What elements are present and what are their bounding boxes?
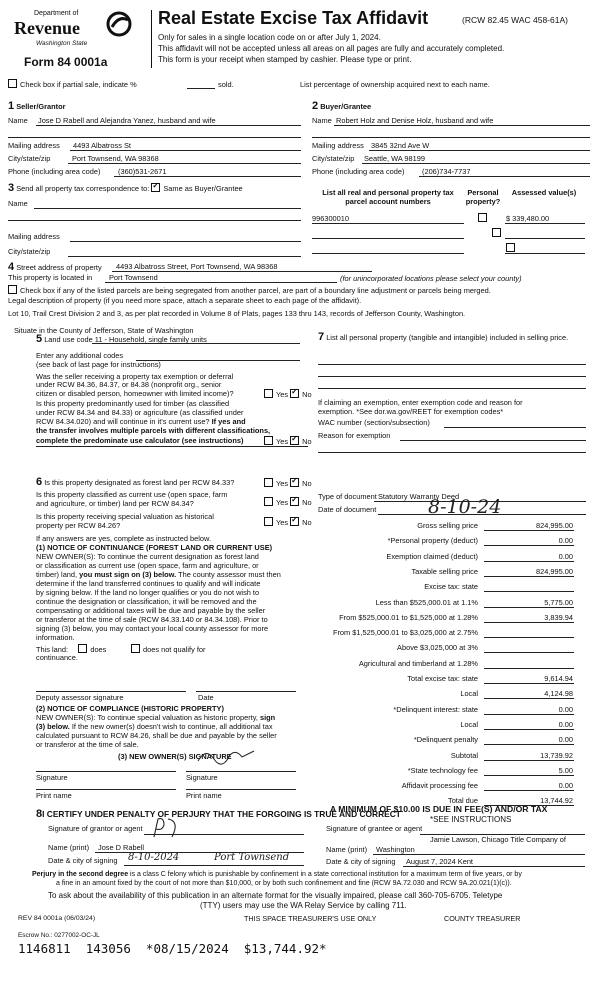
list-pct-note: List percentage of ownership acquired next to each name. <box>300 80 490 89</box>
s5-q2f: complete the predominate use calculator (see instructions) <box>36 436 244 445</box>
section-4-heading: 4 Street address of property <box>8 261 102 273</box>
grantor-sig-line <box>144 834 304 835</box>
calc-row-line <box>484 530 574 531</box>
notice1-3: timber) land, you must sign on (3) below. The county assessor must then <box>36 570 281 579</box>
grantee-date-label: Date & city of signing <box>326 857 396 866</box>
header-line1: Only for sales in a single location code on or after July 1, 2024. <box>158 33 381 42</box>
reason-label: Reason for exemption <box>318 431 391 440</box>
calc-row-label: *Delinquent penalty <box>413 735 478 744</box>
section-5-heading: 5 Land use code 11 - Household, single family units <box>36 333 207 345</box>
grantor-date-line <box>124 865 304 866</box>
owner-print-line-2 <box>186 789 296 790</box>
seller-mail[interactable]: 4493 Albatross St <box>73 141 131 150</box>
reason-line-2 <box>318 452 586 453</box>
partial-sale-row <box>8 79 137 89</box>
doc-type-label: Type of document <box>318 492 377 501</box>
notice1-8: or transferor at the time of sale (RCW 84.33.140 or 84.34.108). Prior to <box>36 615 268 624</box>
calc-row-line <box>484 607 574 608</box>
new-owner-signature-scribble <box>196 745 256 767</box>
exempt-1: If claiming an exemption, enter exemption code and reason for <box>318 398 523 407</box>
s5-q1c: citizen or disabled person, homeowner with limited income)? <box>36 389 234 398</box>
seller-mail-line <box>70 150 301 151</box>
segregated-row: Check box if any of the listed parcels are being segregated from another parcel, are part of a boundary line adjustment or parcels being merged. <box>8 285 491 295</box>
buyer-city[interactable]: Seattle, WA 98199 <box>364 154 425 163</box>
calc-row-value[interactable]: 0.00 <box>558 705 573 714</box>
grantee-name-1: Jamie Lawson, Chicago Title Company of <box>430 835 566 844</box>
calc-row-value[interactable]: 824,995.00 <box>536 521 573 530</box>
dept-text: Department of <box>34 10 79 17</box>
notice2-4: or transferor at the time of sale. <box>36 740 139 749</box>
s5-q2e: the transfer involves multiple parcels with different classifications, <box>36 426 271 435</box>
s7-line-2 <box>318 376 586 377</box>
header-line2: This affidavit will not be accepted unless all areas on all pages are fully and accurately completed. <box>158 44 505 53</box>
notice1-9: signing (3) below, you may contact your local county assessor for more <box>36 624 269 633</box>
notice1-10: information. <box>36 633 75 642</box>
assessed-value[interactable]: $ 339,480.00 <box>506 214 550 223</box>
street-address[interactable]: 4493 Albatross Street, Port Townsend, WA 98368 <box>116 262 278 271</box>
s5-q2c: RCW 84.34.020) and will continue in it's current use? If yes and <box>36 417 246 426</box>
notice1-6: continue the designation or classification, it will be removed and the <box>36 597 257 606</box>
form-rcw: (RCW 82.45 WAC 458-61A) <box>462 15 568 25</box>
doc-date-line <box>378 514 586 515</box>
calc-row-line <box>484 622 574 623</box>
seller-city[interactable]: Port Townsend, WA 98368 <box>72 154 159 163</box>
calc-row-label: Taxable selling price <box>411 567 478 576</box>
calc-row-value[interactable]: 4,124.98 <box>544 689 573 698</box>
calc-row-value[interactable]: 0.00 <box>558 720 573 729</box>
calc-row-value[interactable]: 3,839.94 <box>544 613 573 622</box>
calc-row-label: Excise tax: state <box>424 582 478 591</box>
parcel-line-2 <box>312 238 464 239</box>
s5-q2-no-checkbox[interactable] <box>290 436 299 445</box>
additional-codes-note: (see back of last page for instructions) <box>36 360 161 369</box>
s6-q1-yes-checkbox[interactable] <box>264 478 273 487</box>
s6-q2-yes-checkbox[interactable] <box>264 497 273 506</box>
s5-q1b: under RCW 84.36, 84.37, or 84.38 (nonprofit org., senior <box>36 380 222 389</box>
owner-print-label-2: Print name <box>186 791 222 800</box>
located-line <box>105 282 337 283</box>
section-7-heading: 7 List all personal property (tangible and intangible) included in selling price. <box>318 331 569 343</box>
notice1-title: (1) NOTICE OF CONTINUANCE (FOREST LAND OR CURRENT USE) <box>36 543 273 552</box>
seller-name-label: Name <box>8 116 28 125</box>
calc-row-value[interactable]: 9,614.94 <box>544 674 573 683</box>
deputy-sig-line <box>36 691 186 692</box>
rev-number: REV 84 0001a (06/03/24) <box>18 915 96 922</box>
parcels-header-personal: Personal property? <box>465 188 501 206</box>
buyer-city-line <box>362 163 590 164</box>
calc-row-label: *State technology fee <box>407 766 478 775</box>
located-value[interactable]: Port Townsend <box>109 273 158 282</box>
owner-sig-line-2 <box>186 771 296 772</box>
notice1-4: determine if the land transferred continues to qualify and will indicate <box>36 579 261 588</box>
segregated-checkbox[interactable] <box>8 285 17 294</box>
alt-format-2: (TTY) users may use the WA Relay Service by calling 711. <box>200 901 407 910</box>
seller-phone-line <box>114 176 301 177</box>
calc-row-label: Affidavit processing fee <box>401 781 478 790</box>
buyer-name-label: Name <box>312 116 332 125</box>
buyer-phone-label: Phone (including area code) <box>312 167 405 176</box>
owner-print-label-1: Print name <box>36 791 72 800</box>
sec3-name-line <box>34 208 301 209</box>
legal-desc-1: Lot 10, Trail Crest Division 2 and 3, as per plat recorded in Volume 8 of Plats, pages 133 thru 143, records of Jefferson County, Washington. <box>8 309 466 318</box>
partial-pct-line <box>187 88 215 89</box>
sec3-name-line2 <box>8 220 301 221</box>
notice1-1: NEW OWNER(S): To continue the current designation as forest land <box>36 552 259 561</box>
calc-row-label: Local <box>460 720 478 729</box>
calc-row-label: *Delinquent interest: state <box>393 705 478 714</box>
additional-codes-label: Enter any additional codes <box>36 351 124 360</box>
escrow-no: Escrow No.: 0277002-OC-JL <box>18 932 100 939</box>
calc-row-line <box>484 591 574 592</box>
buyer-mail-line <box>369 150 590 151</box>
notice3-title: (3) NEW OWNER(S) SIGNATURE <box>118 752 232 761</box>
calc-row-label: Exemption claimed (deduct) <box>386 552 478 561</box>
s5-bottom-line <box>36 446 308 447</box>
s6-q2-answers: Yes ✓ No <box>264 497 312 507</box>
calc-row-label: From $1,525,000.01 to $3,025,000 at 2.75% <box>332 628 478 637</box>
calc-row-line <box>484 714 574 715</box>
grantor-date-label: Date & city of signing <box>48 856 118 865</box>
buyer-mail[interactable]: 3845 32nd Ave W <box>371 141 430 150</box>
doc-date-label: Date of document <box>318 505 377 514</box>
s6-q2-no-checkbox[interactable] <box>290 497 299 506</box>
s6-q3-no-checkbox[interactable] <box>290 517 299 526</box>
calc-row-line <box>484 790 574 791</box>
s6-q2a: Is this property classified as current use (open space, farm <box>36 490 228 499</box>
wac-line <box>444 427 586 428</box>
form-title: Real Estate Excise Tax Affidavit <box>158 8 429 28</box>
does-not-checkbox[interactable] <box>131 644 140 653</box>
notice1-2: or classification as current use (open space, farm and agriculture, or <box>36 561 259 570</box>
buyer-city-label: City/state/zip <box>312 154 355 163</box>
reason-line <box>400 440 586 441</box>
seller-mail-label: Mailing address <box>8 141 60 150</box>
calc-row-value[interactable]: 0.00 <box>558 552 573 561</box>
personal-property-checkbox-1[interactable] <box>478 213 487 222</box>
grantee-date-line <box>403 866 585 867</box>
seller-name[interactable]: Jose D Rabell and Alejandra Yanez, husband and wife <box>38 116 216 125</box>
calc-row-line <box>484 760 574 761</box>
land-use-line <box>92 343 300 344</box>
cashier-receipt: 1146811 143056 *08/15/2024 $13,744.92* <box>18 941 327 956</box>
parcel-account[interactable]: 996300010 <box>312 214 349 223</box>
buyer-mail-label: Mailing address <box>312 141 364 150</box>
parcel-line-3 <box>312 253 464 254</box>
seller-phone-label: Phone (including area code) <box>8 167 101 176</box>
deputy-sig-label: Deputy assessor signature <box>36 693 124 702</box>
parcels-header-account: List all real and personal property tax parcel account numbers <box>322 188 454 206</box>
parcel-line-1 <box>312 223 464 224</box>
revenue-text: Revenue <box>14 18 80 38</box>
see-instructions: *SEE INSTRUCTIONS <box>430 815 512 824</box>
does-checkbox[interactable] <box>78 644 87 653</box>
calc-row-line <box>484 561 574 562</box>
partial-sold: sold. <box>218 80 234 89</box>
calc-row-line <box>484 668 574 669</box>
s6-q1-no-checkbox[interactable] <box>290 478 299 487</box>
header-line3: This form is your receipt when stamped by cashier. Please type or print. <box>158 55 412 64</box>
notice2-title: (2) NOTICE OF COMPLIANCE (HISTORIC PROPERTY) <box>36 704 224 713</box>
seller-city-line <box>68 163 301 164</box>
buyer-name-line2 <box>312 137 590 138</box>
calc-row-value[interactable]: 5,775.00 <box>544 598 573 607</box>
calc-row-value[interactable]: 0.00 <box>558 735 573 744</box>
perjury-2: a fine in an amount fixed by the court of not more than $10,000, or by both such confinement and fine (RCW 9A.72.030 and RCW 9A.20.021(1)(c)). <box>56 880 512 887</box>
section-2-heading: 2 Buyer/Grantee <box>312 100 372 112</box>
calc-row-value[interactable]: 13,739.92 <box>540 751 573 760</box>
street-address-line <box>112 271 372 272</box>
calc-row-line <box>484 698 574 699</box>
calc-row-label: Total due <box>448 796 478 805</box>
s5-q2-answers: Yes ✓ No <box>264 436 312 446</box>
legal-label: Legal description of property (if you need more space, attach a separate sheet to each page of the affidavit). <box>8 296 362 305</box>
s6-q3-yes-checkbox[interactable] <box>264 517 273 526</box>
notice2-1: NEW OWNER(S): To continue special valuation as historic property, sign <box>36 713 276 722</box>
this-land-row: This land: does does not qualify for <box>36 645 206 654</box>
sec3-mail-label: Mailing address <box>8 232 60 241</box>
section-3-heading: 3 Send all property tax correspondence to: ✓ Same as Buyer/Grantee <box>8 182 243 194</box>
calc-row-line <box>484 576 574 577</box>
section-1-heading: 1 Seller/Grantor <box>8 100 66 112</box>
buyer-phone[interactable]: (206)734-7737 <box>422 167 471 176</box>
notice1-5: by signing below. If the land no longer qualifies or you do not wish to <box>36 588 260 597</box>
seller-phone[interactable]: (360)531-2671 <box>118 167 167 176</box>
seller-city-label: City/state/zip <box>8 154 51 163</box>
grantee-print-label: Name (print) <box>326 845 368 854</box>
dor-logo <box>14 8 132 60</box>
s6-q2b: and agriculture, or timber) land per RCW 84.34? <box>36 499 194 508</box>
calc-row-value[interactable]: 0.00 <box>558 781 573 790</box>
s5-q1a: Was the seller receiving a property tax exemption or deferral <box>36 372 234 381</box>
assessed-line-2 <box>505 238 585 239</box>
same-as-buyer-checkbox[interactable] <box>151 183 160 192</box>
seller-name-line2 <box>8 137 301 138</box>
doc-type[interactable]: Statutory Warranty Deed <box>378 492 460 501</box>
s5-q2-yes-checkbox[interactable] <box>264 436 273 445</box>
calc-row-label: Total excise tax: state <box>407 674 478 683</box>
calc-row-label: *Personal property (deduct) <box>387 536 478 545</box>
owner-sig-label-1: Signature <box>36 773 68 782</box>
grantor-print-label: Name (print) <box>48 843 90 852</box>
parcels-header-assessed: Assessed value(s) <box>511 188 577 197</box>
calc-row-line <box>484 637 574 638</box>
s5-q1-no-checkbox[interactable] <box>290 389 299 398</box>
located-note: (for unincorporated locations please select your county) <box>340 274 522 283</box>
doc-date[interactable]: 8-10-24 <box>428 496 502 518</box>
deputy-date-line <box>196 691 296 692</box>
located-label: This property is located in <box>8 273 93 282</box>
wac-label: WAC number (section/subsection) <box>318 418 430 427</box>
grantee-name-2[interactable]: Washington <box>376 845 415 854</box>
legal-desc-2: Situate in the County of Jefferson, State of Washington <box>14 326 194 335</box>
buyer-phone-line <box>419 176 590 177</box>
calc-row-label: Gross selling price <box>417 521 478 530</box>
exempt-2: exemption. *See dor.wa.gov/REET for exemption codes* <box>318 407 504 416</box>
calc-row-label: Agricultural and timberland at 1.28% <box>358 659 478 668</box>
buyer-name-line <box>334 125 590 126</box>
grantor-city[interactable]: Port Townsend <box>214 852 290 863</box>
section-6-q1: 6 Is this property designated as forest land per RCW 84.33? <box>36 476 235 488</box>
revenue-swirl-icon <box>106 11 132 37</box>
calc-row-line <box>484 683 574 684</box>
owner-sig-label-2: Signature <box>186 773 218 782</box>
grantee-print-line <box>373 854 585 855</box>
s5-q2b: under RCW 84.34 and 84.33) or agriculture (as classified under <box>36 408 244 417</box>
calc-row-label: From $525,000.01 to $1,525,000 at 1.28% <box>339 613 478 622</box>
notice1-7: compensating or additional taxes will be due and payable by the seller <box>36 606 266 615</box>
grantor-date[interactable]: 8-10-2024 <box>128 852 180 863</box>
s6-q3a: Is this property receiving special valuation as historical <box>36 512 214 521</box>
land-use-code[interactable]: 11 - Household, single family units <box>94 335 207 344</box>
form-number: Form 84 0001a <box>24 55 108 69</box>
s7-line-3 <box>318 388 586 389</box>
calc-row-label: Local <box>460 689 478 698</box>
state-text: Washington State <box>36 40 88 47</box>
seller-name-line <box>36 125 301 126</box>
owner-sig-line-1 <box>36 771 176 772</box>
s5-q1-yes-checkbox[interactable] <box>264 389 273 398</box>
s5-q2a: Is this property predominantly used for timber (as classified <box>36 399 230 408</box>
owner-print-line-1 <box>36 789 176 790</box>
calc-row-line <box>484 744 574 745</box>
grantor-print-name[interactable]: Jose D Rabell <box>98 843 145 852</box>
sec3-mail-line <box>70 241 301 242</box>
calc-row-value[interactable]: 5.00 <box>558 766 573 775</box>
grantee-sig-label: Signature of grantee or agent <box>326 824 423 833</box>
alt-format-1: To ask about the availability of this publication in an alternate format for the visually impaired, please call 360-705-6705. Teletype <box>48 891 503 900</box>
county-treasurer: COUNTY TREASURER <box>444 914 521 923</box>
sec3-city-line <box>68 256 301 257</box>
calc-row-label: Subtotal <box>450 751 478 760</box>
s6-q3-answers: Yes ✓ No <box>264 517 312 527</box>
header-divider <box>151 10 152 68</box>
calc-row-label: Less than $525,000.01 at 1.1% <box>375 598 478 607</box>
calc-row-value[interactable]: 824,995.00 <box>536 567 573 576</box>
grantee-date[interactable]: August 7, 2024 Kent <box>406 857 473 866</box>
notice2-2: (3) below. If the new owner(s) doesn't wish to continue, all additional tax <box>36 722 273 731</box>
calc-row-line <box>484 729 574 730</box>
personal-property-checkbox-3[interactable] <box>506 243 515 252</box>
calc-row-line <box>484 775 574 776</box>
s5-q1-answers: Yes ✓ No <box>264 389 312 399</box>
partial-sale-label: Check box if partial sale, indicate % <box>20 80 137 89</box>
perjury-1: Perjury in the second degree is a class C felony which is punishable by confinement in a state correctional institution for a maximum term of five years, or by <box>32 871 522 878</box>
continuance: continuance. <box>36 653 78 662</box>
sec3-name-label: Name <box>8 199 28 208</box>
sec3-city-label: City/state/zip <box>8 247 51 256</box>
section-8-heading: 8I CERTIFY UNDER PENALTY OF PERJURY THAT THE FORGOING IS TRUE AND CORRECT <box>36 808 401 820</box>
calc-row-label: Above $3,025,000 at 3% <box>397 643 478 652</box>
assessed-line-3 <box>505 253 585 254</box>
treasurer-only: THIS SPACE TREASURER'S USE ONLY <box>244 914 377 923</box>
minimum-notice: A MINIMUM OF $10.00 IS DUE IN FEE(S) AND/OR TAX <box>330 804 548 814</box>
grantor-sig-label: Signature of grantor or agent <box>48 824 143 833</box>
calc-row-line <box>484 545 574 546</box>
calc-row-value[interactable]: 0.00 <box>558 536 573 545</box>
calc-row-value[interactable]: 13,744.92 <box>540 796 573 805</box>
assessed-line-1 <box>505 223 585 224</box>
partial-sale-checkbox[interactable] <box>8 79 17 88</box>
deputy-date-label: Date <box>198 693 214 702</box>
s7-line-1 <box>318 364 586 365</box>
personal-property-checkbox-2[interactable] <box>492 228 501 237</box>
buyer-name[interactable]: Robert Holz and Denise Holz, husband and wife <box>336 116 494 125</box>
s6-q1-answers: Yes ✓ No <box>264 478 312 488</box>
s6-ifany: If any answers are yes, complete as instructed below. <box>36 534 211 543</box>
s6-q3b: property per RCW 84.26? <box>36 521 121 530</box>
notice2-3: calculated pursuant to RCW 84.26, shall be due and payable by the seller <box>36 731 277 740</box>
calc-row-line <box>484 652 574 653</box>
grantor-signature-scribble <box>150 815 190 841</box>
